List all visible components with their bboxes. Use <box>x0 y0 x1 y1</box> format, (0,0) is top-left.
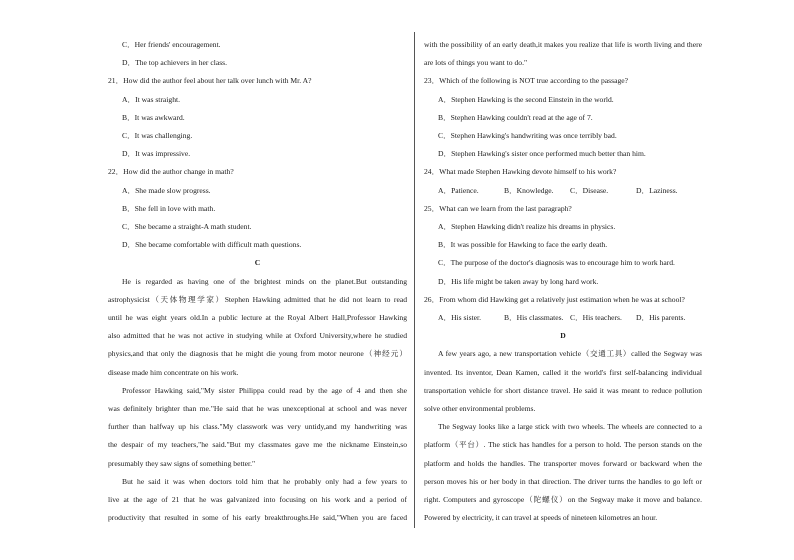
q24-option-d: D．Laziness. <box>636 185 678 195</box>
left-line: He is regarded as having one of the brightest minds on the planet.But outstanding <box>122 276 407 286</box>
left-line: B．It was awkward. <box>122 112 185 122</box>
left-line: C．She became a straight-A math student. <box>122 222 252 232</box>
q24-option-a: A．Patience. <box>438 185 479 195</box>
column-divider <box>414 32 415 528</box>
q26-options-row <box>424 309 702 327</box>
left-column <box>108 36 407 527</box>
right_top-line: A．Stephen Hawking is the second Einstein in the world. <box>438 94 614 104</box>
left-line: until he was eight years old.In a public lecture at the Royal Albert Hall,Professor Hawking <box>108 313 407 323</box>
right_bottom-line: D <box>560 331 566 341</box>
right-column-middle <box>424 200 702 309</box>
right-column <box>424 36 702 527</box>
right_bottom-line: transportation vehicle for short distance travel. He said it was meant to reduce pollution <box>424 385 702 395</box>
right_top-line: C．Stephen Hawking's handwriting was once terribly bad. <box>438 131 617 140</box>
right_mid-line: D．His life might be taken away by long hard work. <box>438 276 599 286</box>
q24-option-b: B．Knowledge. <box>504 185 554 195</box>
q26-option-c: C．His teachers. <box>570 313 622 323</box>
right_top-line: are lots of things you want to do." <box>424 58 528 68</box>
left-line: D．She became comfortable with difficult math questions. <box>122 240 302 250</box>
right_bottom-line: platform（平台）. The stick has handles for a person to hold. The person stands on the <box>424 440 702 450</box>
q26-option-a: A．His sister. <box>438 313 482 323</box>
left-line: presumably they saw signs of something better." <box>108 458 256 468</box>
left-line: disease made him concentrate on his work. <box>108 367 239 377</box>
right_bottom-line: right. Computers and gyroscope（陀螺仪）on the Segway make it move and balance. <box>424 494 702 504</box>
right_top-line: with the possibility of an early death,it makes you realize that life is worth living and there <box>424 40 702 49</box>
right-column-top <box>424 36 702 182</box>
left-line: C．It was challenging. <box>122 131 193 141</box>
right_mid-line: 26．From whom did Hawking get a relatively just estimation when he was at school? <box>424 294 685 304</box>
q26-option-d: D．His parents. <box>636 313 686 323</box>
left-line: D．The top achievers in her class. <box>122 58 228 68</box>
q26-option-b: B．His classmates. <box>504 313 564 323</box>
left-line: 22．How did the author change in math? <box>108 167 234 177</box>
right-column-bottom <box>424 327 702 527</box>
left-line: Professor Hawking said,"My sister Philippa could read by the age of 4 and then she <box>122 385 407 395</box>
right_bottom-line: The Segway looks like a large stick with two wheels. The wheels are connected to a <box>438 422 702 432</box>
left-line: 21．How did the author feel about her talk over lunch with Mr. A? <box>108 76 312 86</box>
left-line: B．She fell in love with math. <box>122 203 216 213</box>
right_top-line: D．Stephen Hawking's sister once performed much better than him. <box>438 149 646 159</box>
q24-options-row <box>424 182 702 200</box>
left-line: astrophysicist（天体物理学家）Stephen Hawking admitted that he did not learn to read <box>108 294 407 304</box>
right_mid-line: 25．What can we learn from the last paragraph? <box>424 203 572 213</box>
left-line: D．It was impressive. <box>122 149 191 159</box>
right_bottom-line: invented. Its inventor, Dean Kamen, called it the world's first self-balancing individual <box>424 367 702 377</box>
right_bottom-line: platform and holds the handles. The transporter moves forward or backward when the <box>424 458 702 468</box>
left-line: the despair of my teachers,"he said."But my classmates gave me the nickname Einstein,so <box>108 440 407 450</box>
q24-option-c: C．Disease. <box>570 185 609 195</box>
left-line: C <box>254 258 261 268</box>
left-line: further than halfway up his class."My classwork was very untidy,and my handwriting was <box>108 422 407 432</box>
right_mid-line: A．Stephen Hawking didn't realize his dreams in physics. <box>438 222 616 232</box>
right_bottom-line: person moves his or her body in that direction. The driver turns the handles to go left or <box>424 476 702 486</box>
right_bottom-line: Powered by electricity, it can travel at speeds of nineteen kilometres an hour. <box>424 513 658 523</box>
left-line: But he said it was when doctors told him that he probably only had a few years to <box>122 476 407 486</box>
right_mid-line: B．It was possible for Hawking to face the early death. <box>438 240 608 250</box>
right_top-line: 24．What made Stephen Hawking devote himself to his work? <box>424 167 617 177</box>
right_mid-line: C．The purpose of the doctor's diagnosis was to encourage him to work hard. <box>438 258 675 268</box>
left-line: physics,and that only the diagnosis that he might die young from motor neurone（神经元） <box>108 349 407 359</box>
left-line: productivity that resulted in some of his early breakthroughs.He said,"When you are faced <box>108 513 407 523</box>
left-line: A．She made slow progress. <box>122 185 211 195</box>
right_top-line: 23．Which of the following is NOT true according to the passage? <box>424 76 628 86</box>
right_bottom-line: A few years ago, a new transportation vehicle（交通工具）called the Segway was <box>438 349 702 359</box>
left-line: A．It was straight. <box>122 94 180 104</box>
left-line: was definitely brighter than me."He said that he was unexceptional at school and was never <box>108 403 407 413</box>
left-line: also admitted that he was not active in studying while at Oxford University,where he studied <box>108 331 407 341</box>
right_bottom-line: solve other environmental problems. <box>424 404 536 413</box>
left-line: C．Her friends' encouragement. <box>122 40 221 49</box>
left-line: live at the age of 21 that he was galvanized into focusing on his work and a period of <box>108 494 407 504</box>
right_top-line: B．Stephen Hawking couldn't read at the age of 7. <box>438 112 593 122</box>
